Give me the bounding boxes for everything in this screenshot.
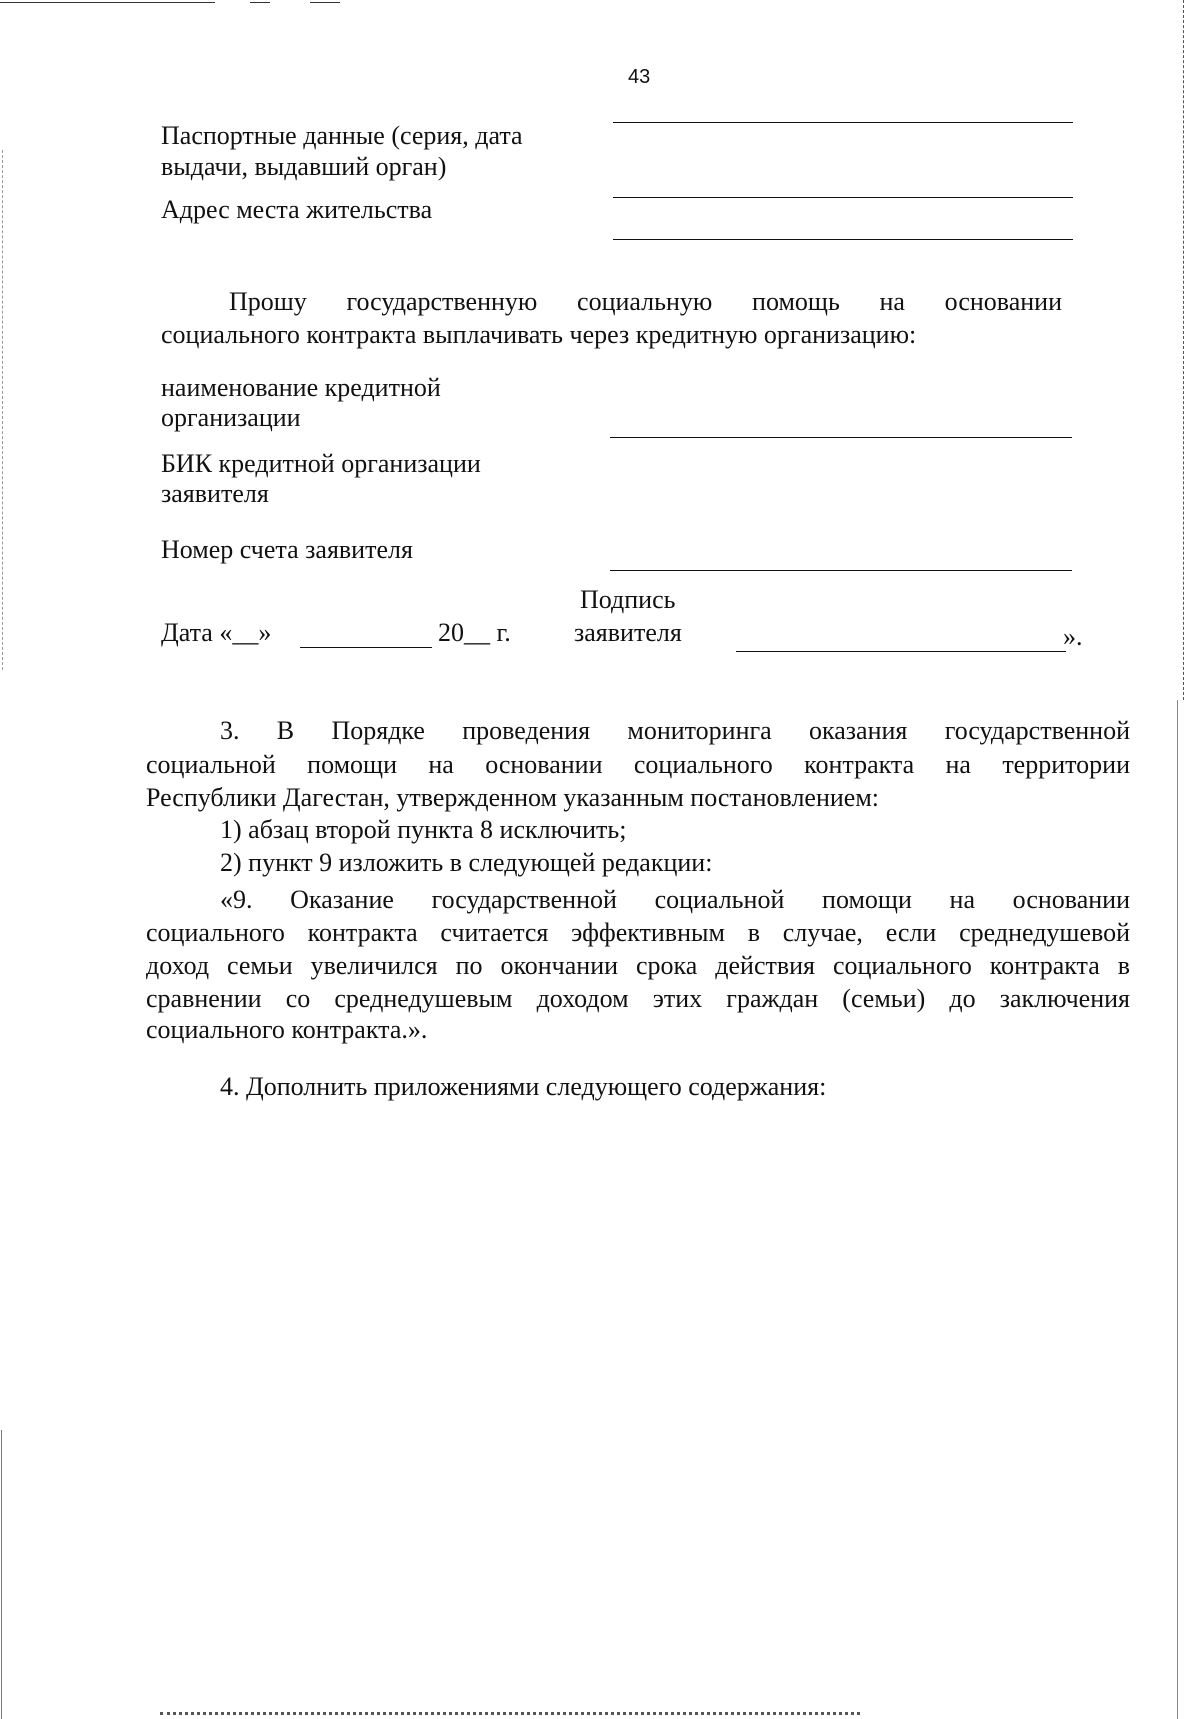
signature-label: заявителя: [574, 618, 682, 647]
address-input-line-2: [613, 239, 1073, 240]
passport-input-line: [613, 122, 1073, 123]
date-month-line: [300, 647, 432, 648]
account-label: Номер счета заявителя: [161, 535, 413, 564]
section-3-quote-line: доход семьи увеличился по окончании срока действия социального контракта в: [146, 951, 1130, 980]
bank-name-input-line: [610, 437, 1072, 438]
section-3-line: Республики Дагестан, утвержденном указанным постановлением:: [146, 783, 880, 812]
scan-artifact-top-dash: [310, 2, 340, 3]
address-input-line: [613, 197, 1073, 198]
account-input-line: [610, 570, 1072, 571]
scan-artifact-bottom: [160, 1712, 860, 1715]
bank-name-label: наименование кредитной: [161, 373, 441, 402]
section-3-quote-line: сравнении со среднедушевым доходом этих граждан (семьи) до заключения: [146, 984, 1130, 1013]
signature-input-line: [736, 651, 1066, 652]
section-3-line: 3. В Порядке проведения мониторинга оказания государственной: [220, 716, 1130, 745]
bank-name-label: организации: [161, 403, 301, 432]
scan-edge-right: [1183, 0, 1184, 700]
date-year-label: 20__ г.: [438, 618, 511, 647]
passport-label: выдачи, выдавший орган): [161, 152, 447, 181]
bik-label: БИК кредитной организации: [161, 449, 481, 478]
section-4-line: 4. Дополнить приложениями следующего содержания:: [220, 1072, 827, 1101]
scan-edge-left-lower: [1, 1430, 2, 1719]
page-number: 43: [628, 66, 651, 88]
request-paragraph-line: Прошу государственную социальную помощь на основании: [229, 287, 1062, 316]
section-3-item: 2) пункт 9 изложить в следующей редакции:: [220, 848, 713, 877]
section-3-quote-line: социального контракта.».: [146, 1015, 428, 1044]
address-label: Адрес места жительства: [161, 195, 433, 224]
closing-quote: ».: [1063, 622, 1083, 651]
section-3-line: социальной помощи на основании социального контракта на территории: [146, 750, 1130, 779]
signature-label: Подпись: [580, 585, 676, 614]
scan-edge-right-lower: [1177, 700, 1178, 1719]
section-3-item: 1) абзац второй пункта 8 исключить;: [220, 815, 627, 844]
scan-artifact-top-dash: [250, 2, 270, 3]
section-3-quote-line: социального контракта считается эффективным в случае, если среднедушевой: [146, 918, 1130, 947]
scan-edge-left: [2, 150, 3, 670]
passport-label: Паспортные данные (серия, дата: [161, 121, 523, 150]
date-label: Дата «__»: [161, 618, 272, 647]
bik-label: заявителя: [161, 479, 269, 508]
request-paragraph-line: социального контракта выплачивать через кредитную организацию:: [161, 320, 917, 349]
section-3-quote-line: «9. Оказание государственной социальной помощи на основании: [220, 885, 1130, 914]
scan-artifact-top: [0, 2, 215, 3]
